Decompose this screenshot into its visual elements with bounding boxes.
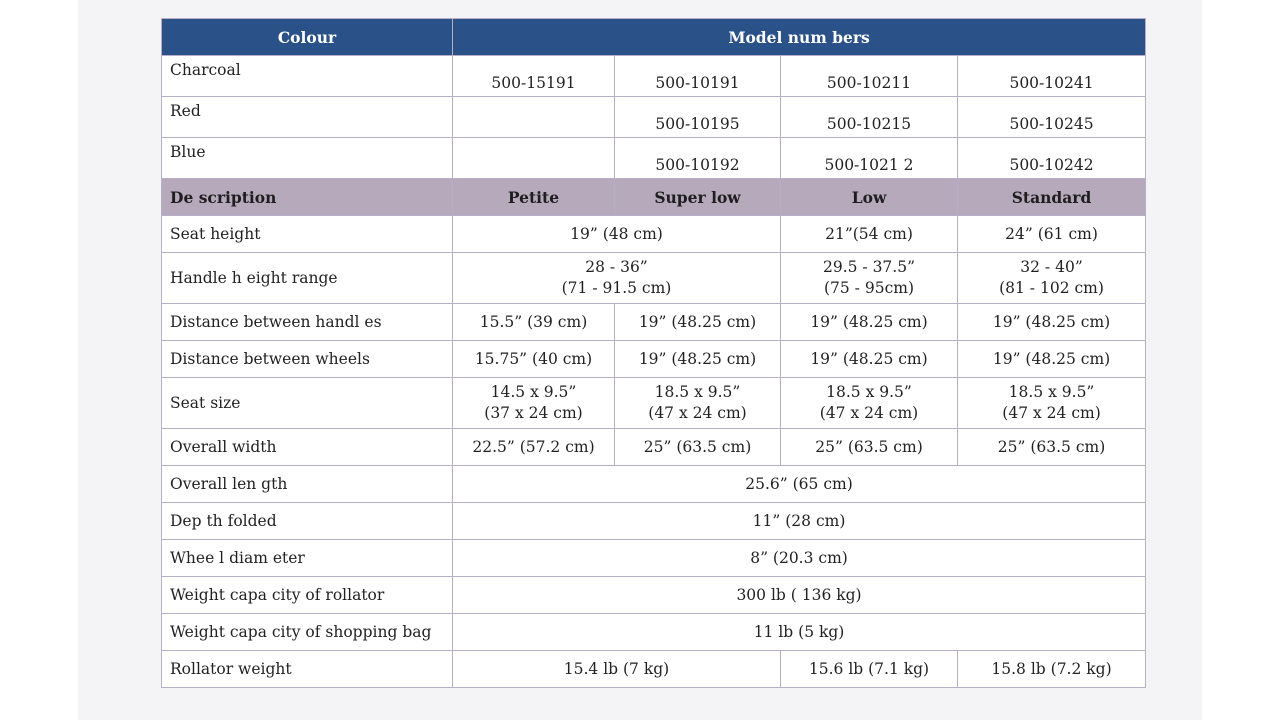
- model-number: 500-10215: [781, 97, 958, 138]
- colour-header: Colour: [162, 19, 453, 56]
- spec-value: 8” (20.3 cm): [453, 540, 1146, 577]
- spec-value: 19” (48.25 cm): [615, 341, 781, 378]
- table-row: [162, 378, 1146, 429]
- table-row: [162, 466, 1146, 503]
- model-number: 500-10192: [615, 138, 781, 179]
- spec-label: Rollator weight: [162, 651, 453, 688]
- column-header-super-low: Super low: [615, 179, 781, 216]
- model-number: [453, 97, 615, 138]
- spec-value: 19” (48.25 cm): [781, 341, 958, 378]
- spec-value: 21”(54 cm): [781, 216, 958, 253]
- table-row: [162, 341, 1146, 378]
- column-header-low: Low: [781, 179, 958, 216]
- spec-label: Weight capa city of shopping bag: [162, 614, 453, 651]
- spec-value: 18.5 x 9.5” (47 x 24 cm): [958, 378, 1146, 429]
- colour-label: Blue: [162, 138, 453, 179]
- model-number: 500-10191: [615, 56, 781, 97]
- table-row: [162, 651, 1146, 688]
- spec-label: Handle h eight range: [162, 253, 453, 304]
- model-number: 500-10242: [958, 138, 1146, 179]
- spec-value: 18.5 x 9.5” (47 x 24 cm): [781, 378, 958, 429]
- table-row: [162, 429, 1146, 466]
- column-header-petite: Petite: [453, 179, 615, 216]
- table-row: [162, 577, 1146, 614]
- spec-label: Seat height: [162, 216, 453, 253]
- spec-value: 28 - 36” (71 - 91.5 cm): [453, 253, 781, 304]
- description-header-row: [162, 179, 1146, 216]
- spec-value: 19” (48.25 cm): [615, 304, 781, 341]
- table-row: [162, 97, 1146, 138]
- table-row: [162, 614, 1146, 651]
- model-number: 500-15191: [453, 56, 615, 97]
- description-header: De scription: [162, 179, 453, 216]
- spec-value: 15.6 lb (7.1 kg): [781, 651, 958, 688]
- spec-value: 19” (48.25 cm): [958, 304, 1146, 341]
- table-row: [162, 304, 1146, 341]
- spec-value: 15.8 lb (7.2 kg): [958, 651, 1146, 688]
- colour-label: Charcoal: [162, 56, 453, 97]
- table-row: [162, 540, 1146, 577]
- table-row: [162, 216, 1146, 253]
- spec-value: 18.5 x 9.5” (47 x 24 cm): [615, 378, 781, 429]
- model-number: 500-10245: [958, 97, 1146, 138]
- spec-label: Dep th folded: [162, 503, 453, 540]
- model-number: [453, 138, 615, 179]
- spec-label: Overall len gth: [162, 466, 453, 503]
- spec-value: 22.5” (57.2 cm): [453, 429, 615, 466]
- spec-value: 14.5 x 9.5” (37 x 24 cm): [453, 378, 615, 429]
- spec-value: 11” (28 cm): [453, 503, 1146, 540]
- spec-value: 15.4 lb (7 kg): [453, 651, 781, 688]
- table-row: [162, 253, 1146, 304]
- spec-label: Overall width: [162, 429, 453, 466]
- spec-value: 19” (48.25 cm): [781, 304, 958, 341]
- spec-value: 11 lb (5 kg): [453, 614, 1146, 651]
- spec-value: 32 - 40” (81 - 102 cm): [958, 253, 1146, 304]
- spec-label: Seat size: [162, 378, 453, 429]
- model-number: 500-10211: [781, 56, 958, 97]
- spec-value: 29.5 - 37.5” (75 - 95cm): [781, 253, 958, 304]
- spec-value: 19” (48 cm): [453, 216, 781, 253]
- spec-label: Distance between handl es: [162, 304, 453, 341]
- spec-value: 300 lb ( 136 kg): [453, 577, 1146, 614]
- table-row: [162, 56, 1146, 97]
- model-number: 500-10241: [958, 56, 1146, 97]
- colour-label: Red: [162, 97, 453, 138]
- header-row: [162, 19, 1146, 56]
- spec-label: Weight capa city of rollator: [162, 577, 453, 614]
- model-number: 500-1021 2: [781, 138, 958, 179]
- spec-value: 15.5” (39 cm): [453, 304, 615, 341]
- spec-value: 25” (63.5 cm): [615, 429, 781, 466]
- model-numbers-header: Model num bers: [453, 19, 1146, 56]
- specifications-table: [161, 18, 1146, 688]
- spec-label: Distance between wheels: [162, 341, 453, 378]
- spec-value: 19” (48.25 cm): [958, 341, 1146, 378]
- table-row: [162, 503, 1146, 540]
- spec-label: Whee l diam eter: [162, 540, 453, 577]
- spec-value: 25” (63.5 cm): [958, 429, 1146, 466]
- spec-value: 15.75” (40 cm): [453, 341, 615, 378]
- model-number: 500-10195: [615, 97, 781, 138]
- spec-value: 24” (61 cm): [958, 216, 1146, 253]
- spec-value: 25.6” (65 cm): [453, 466, 1146, 503]
- column-header-standard: Standard: [958, 179, 1146, 216]
- spec-value: 25” (63.5 cm): [781, 429, 958, 466]
- table-row: [162, 138, 1146, 179]
